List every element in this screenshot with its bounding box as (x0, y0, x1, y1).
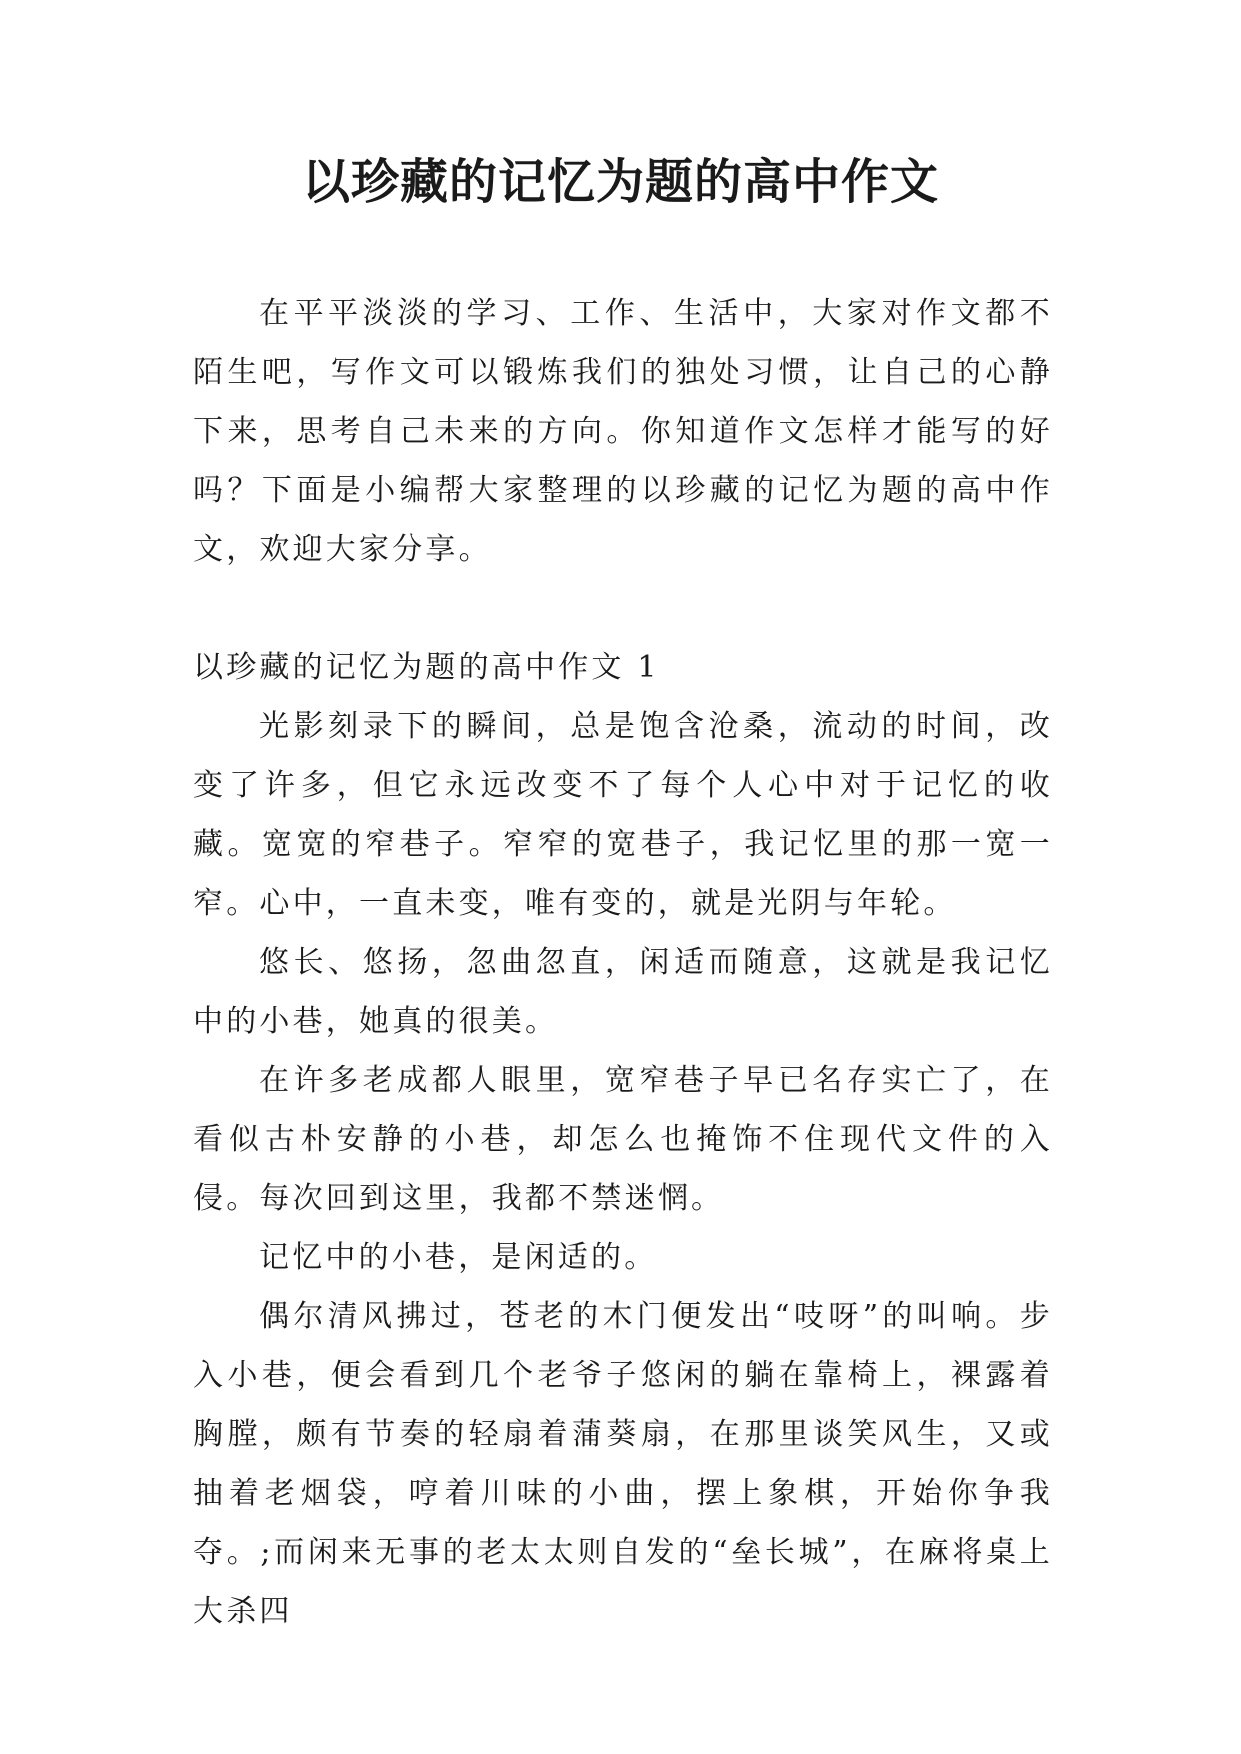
body-paragraph: 光影刻录下的瞬间，总是饱含沧桑，流动的时间，改变了许多，但它永远改变不了每个人心中对于记忆的收藏。宽宽的窄巷子。窄窄的宽巷子，我记忆里的那一宽一窄。心中，一直未变，唯有变的，就是光阴与年轮。 (193, 709, 1053, 921)
document-body (193, 284, 1053, 1641)
intro-paragraph: 在平平淡淡的学习、工作、生活中，大家对作文都不陌生吧，写作文可以锻炼我们的独处习惯，让自己的心静下来，思考自己未来的方向。你知道作文怎样才能写的好吗？下面是小编帮大家整理的以珍藏的记忆为题的高中作文，欢迎大家分享。 (193, 296, 1053, 567)
body-paragraph: 悠长、悠扬，忽曲忽直，闲适而随意，这就是我记忆中的小巷，她真的很美。 (193, 945, 1053, 1039)
document-title: 以珍藏的记忆为题的高中作文 (301, 154, 939, 210)
section-heading: 以珍藏的记忆为题的高中作文 1 (193, 650, 660, 685)
body-paragraph: 在许多老成都人眼里，宽窄巷子早已名存实亡了，在看似古朴安静的小巷，却怎么也掩饰不住现代文件的入侵。每次回到这里，我都不禁迷惘。 (193, 1063, 1053, 1216)
body-paragraph: 记忆中的小巷，是闲适的。 (259, 1240, 658, 1275)
body-paragraph: 偶尔清风拂过，苍老的木门便发出“吱呀”的叫响。步入小巷，便会看到几个老爷子悠闲的躺在靠椅上，裸露着胸膛，颇有节奏的轻扇着蒲葵扇，在那里谈笑风生，又或抽着老烟袋，哼着川味的小曲，摆上象棋，开始你争我夺。;而闲来无事的老太太则自发的“垒长城”，在麻将桌上大杀四 (193, 1299, 1053, 1629)
